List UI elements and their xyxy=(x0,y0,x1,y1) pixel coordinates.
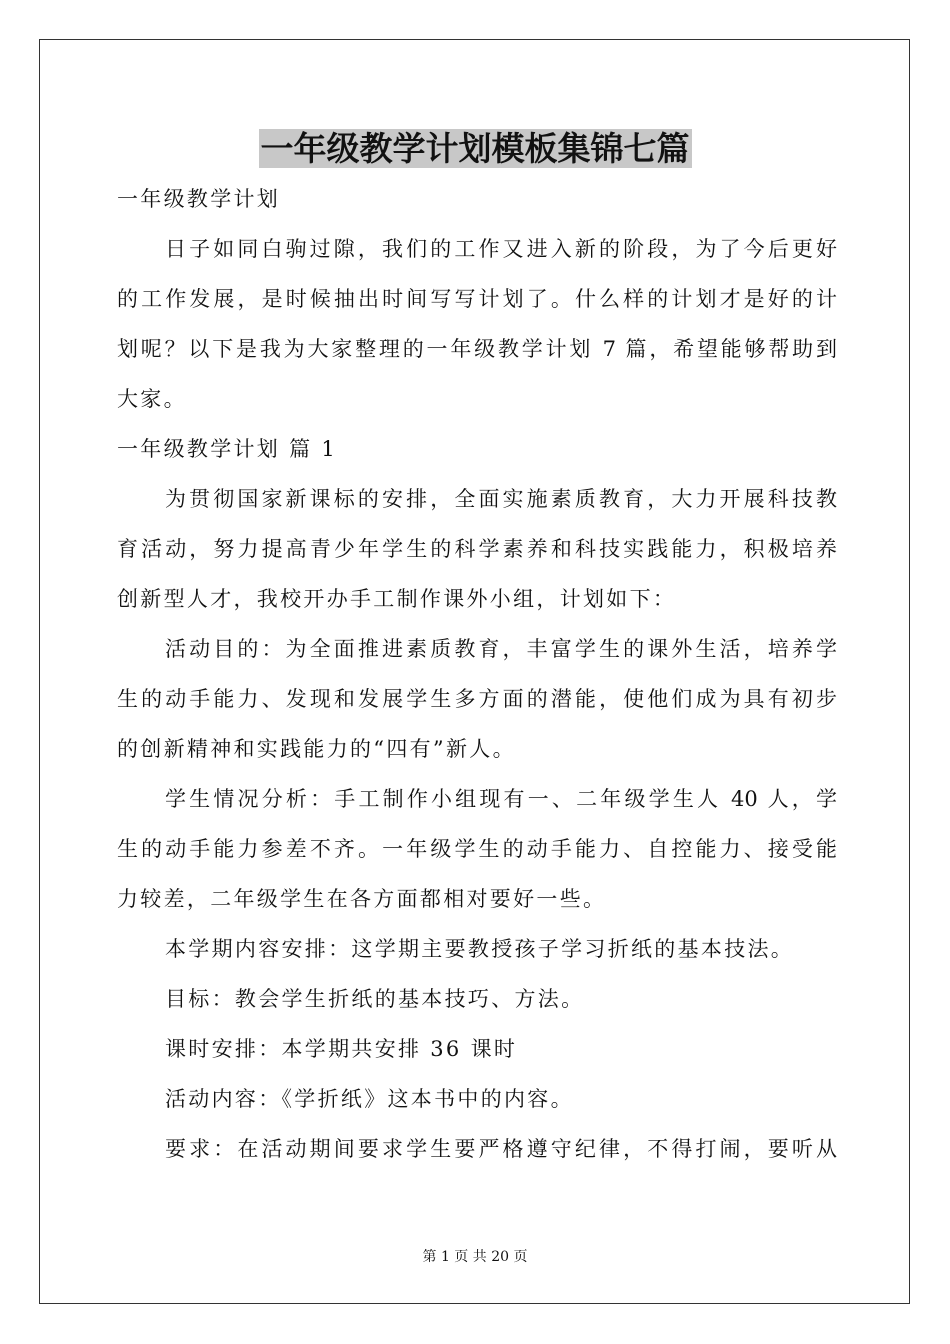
paragraph-line: 育活动，努力提高青少年学生的科学素养和科技实践能力，积极培养 xyxy=(117,537,837,561)
paragraph-line: 力较差，二年级学生在各方面都相对要好一些。 xyxy=(117,887,607,911)
paragraph-line: 日子如同白驹过隙，我们的工作又进入新的阶段，为了今后更好 xyxy=(165,237,837,261)
paragraph-line: 课时安排：本学期共安排 36 课时 xyxy=(165,1037,518,1061)
paragraph-line: 大家。 xyxy=(117,387,187,411)
page-frame xyxy=(39,39,910,1304)
paragraph-line: 活动内容：《学折纸》这本书中的内容。 xyxy=(165,1087,574,1111)
paragraph-line: 划呢？以下是我为大家整理的一年级教学计划 7 篇，希望能够帮助到 xyxy=(117,337,837,361)
paragraph-line: 生的动手能力、发现和发展学生多方面的潜能，使他们成为具有初步 xyxy=(117,687,837,711)
paragraph-line: 生的动手能力参差不齐。一年级学生的动手能力、自控能力、接受能 xyxy=(117,837,837,861)
section-heading: 一年级教学计划 xyxy=(117,187,281,211)
paragraph-line: 为贯彻国家新课标的安排，全面实施素质教育，大力开展科技教 xyxy=(165,487,837,511)
section-heading: 一年级教学计划 篇 1 xyxy=(117,437,338,461)
paragraph-line: 目标：教会学生折纸的基本技巧、方法。 xyxy=(165,987,585,1011)
document-title xyxy=(0,127,950,171)
paragraph-line: 要求：在活动期间要求学生要严格遵守纪律，不得打闹，要听从 xyxy=(165,1137,837,1161)
paragraph-line: 创新型人才，我校开办手工制作课外小组，计划如下： xyxy=(117,587,677,611)
paragraph-line: 的工作发展，是时候抽出时间写写计划了。什么样的计划才是好的计 xyxy=(117,287,837,311)
paragraph-line: 学生情况分析：手工制作小组现有一、二年级学生人 40 人，学 xyxy=(165,787,837,811)
page-number-footer: 第 1 页 共 20 页 xyxy=(422,1249,528,1265)
document-title-text: 一年级教学计划模板集锦七篇 xyxy=(260,129,690,168)
paragraph-line: 的创新精神和实践能力的“四有”新人。 xyxy=(117,737,516,761)
paragraph-line: 本学期内容安排：这学期主要教授孩子学习折纸的基本技法。 xyxy=(165,937,795,961)
paragraph-line: 活动目的：为全面推进素质教育，丰富学生的课外生活，培养学 xyxy=(165,637,837,661)
